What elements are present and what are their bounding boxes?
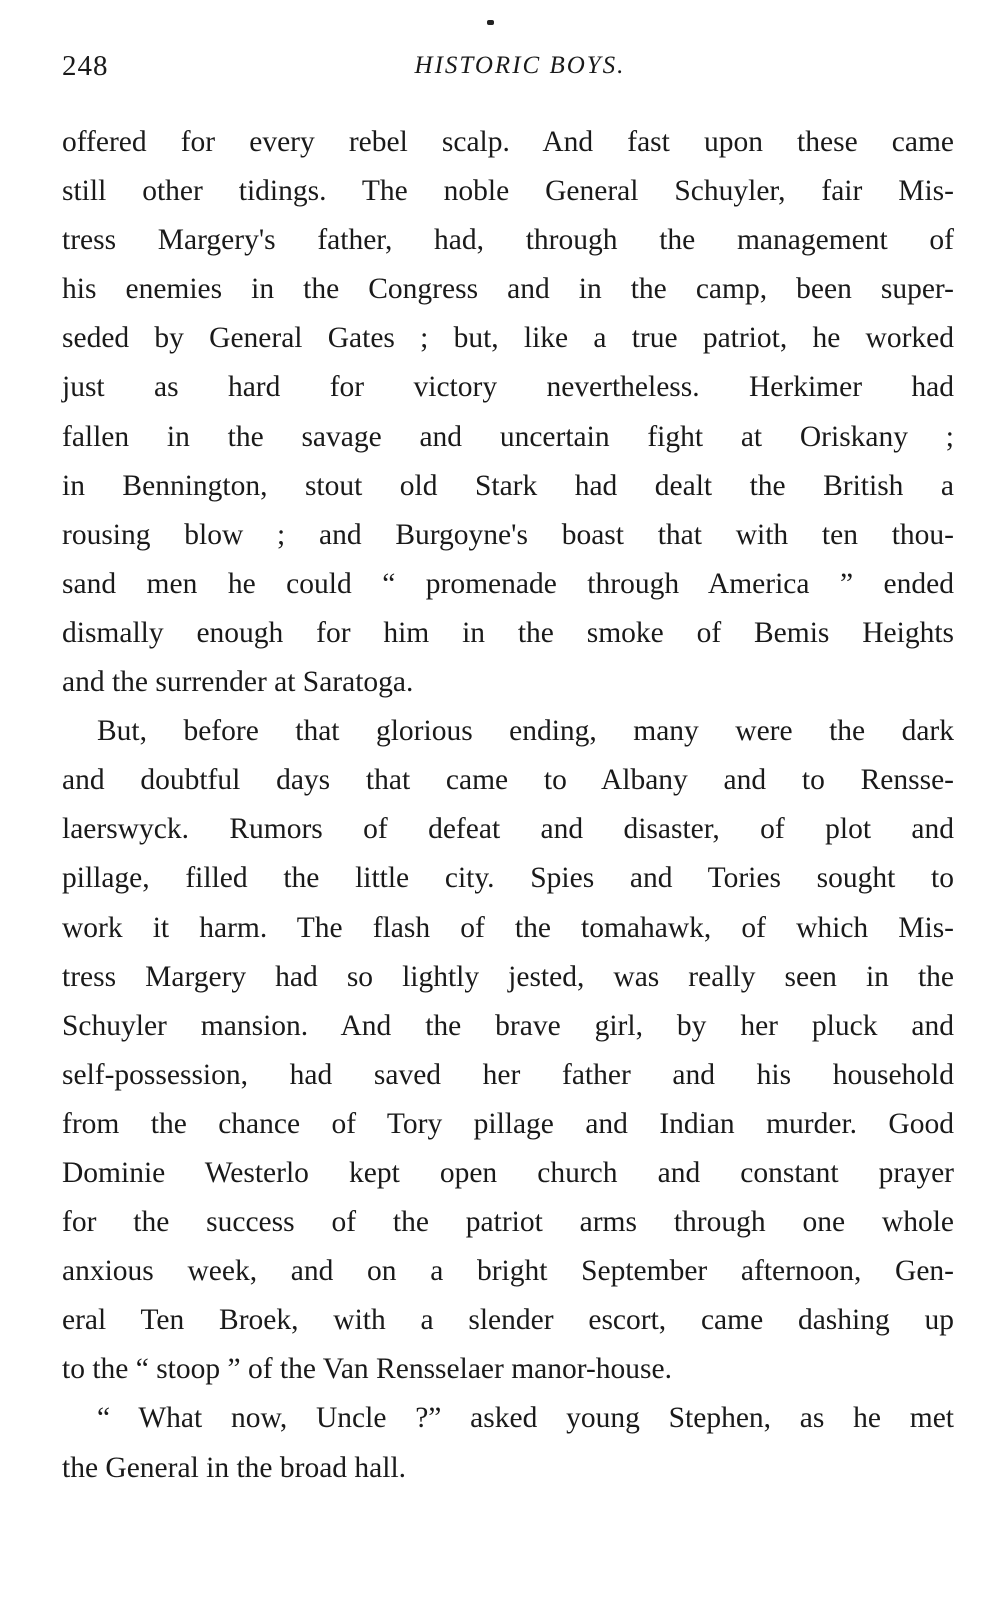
text-line: offered for every rebel scalp. And fast upon these came	[62, 126, 954, 158]
text-line: seded by General Gates ; but, like a true patriot, he worked	[62, 322, 954, 355]
text-line: anxious week, and on a bright September afternoon, Gen-	[62, 1255, 954, 1288]
text-line: for the success of the patriot arms through one whole	[62, 1206, 954, 1239]
text-line: work it harm. The flash of the tomahawk, of which Mis-	[62, 911, 954, 944]
text-line: in Bennington, stout old Stark had dealt the British a	[62, 469, 954, 502]
text-line: eral Ten Broek, with a slender escort, came dashing up	[62, 1304, 954, 1337]
paragraph	[62, 1394, 954, 1492]
text-line: sand men he could “ promenade through America ” ended	[62, 567, 954, 600]
printing-speck	[487, 20, 494, 25]
text-line: dismally enough for him in the smoke of Bemis Heights	[62, 616, 954, 649]
text-line: from the chance of Tory pillage and Indian murder. Good	[62, 1107, 954, 1140]
paragraph	[62, 118, 954, 707]
paragraph	[62, 707, 954, 1394]
body-text	[62, 118, 954, 1493]
text-line: and doubtful days that came to Albany and to Rensse-	[62, 764, 954, 797]
text-line: rousing blow ; and Burgoyne's boast that with ten thou-	[62, 518, 954, 551]
running-title: HISTORIC BOYS.	[414, 52, 626, 79]
page-number: 248	[62, 50, 109, 82]
text-line: laerswyck. Rumors of defeat and disaster, of plot and	[62, 813, 954, 846]
text-line: Dominie Westerlo kept open church and constant prayer	[62, 1156, 954, 1189]
text-line: self-possession, had saved her father and his household	[62, 1058, 954, 1091]
text-line: “ What now, Uncle ?” asked young Stephen, as he met	[97, 1402, 954, 1435]
text-line: the General in the broad hall.	[62, 1451, 407, 1484]
text-line: just as hard for victory nevertheless. Herkimer had	[62, 371, 954, 404]
text-line: Schuyler mansion. And the brave girl, by her pluck and	[62, 1009, 954, 1042]
text-line: his enemies in the Congress and in the camp, been super-	[62, 273, 954, 306]
text-line: and the surrender at Saratoga.	[62, 666, 414, 699]
text-line: still other tidings. The noble General Schuyler, fair Mis-	[62, 175, 954, 208]
text-line: pillage, filled the little city. Spies and Tories sought to	[62, 862, 954, 895]
text-line: But, before that glorious ending, many were the dark	[97, 715, 954, 748]
text-line: tress Margery's father, had, through the management of	[62, 224, 954, 257]
running-head	[62, 50, 954, 90]
text-line: tress Margery had so lightly jested, was really seen in the	[62, 960, 954, 993]
text-line: to the “ stoop ” of the Van Rensselaer manor-house.	[62, 1353, 673, 1386]
text-line: fallen in the savage and uncertain fight at Oriskany ;	[62, 420, 954, 453]
